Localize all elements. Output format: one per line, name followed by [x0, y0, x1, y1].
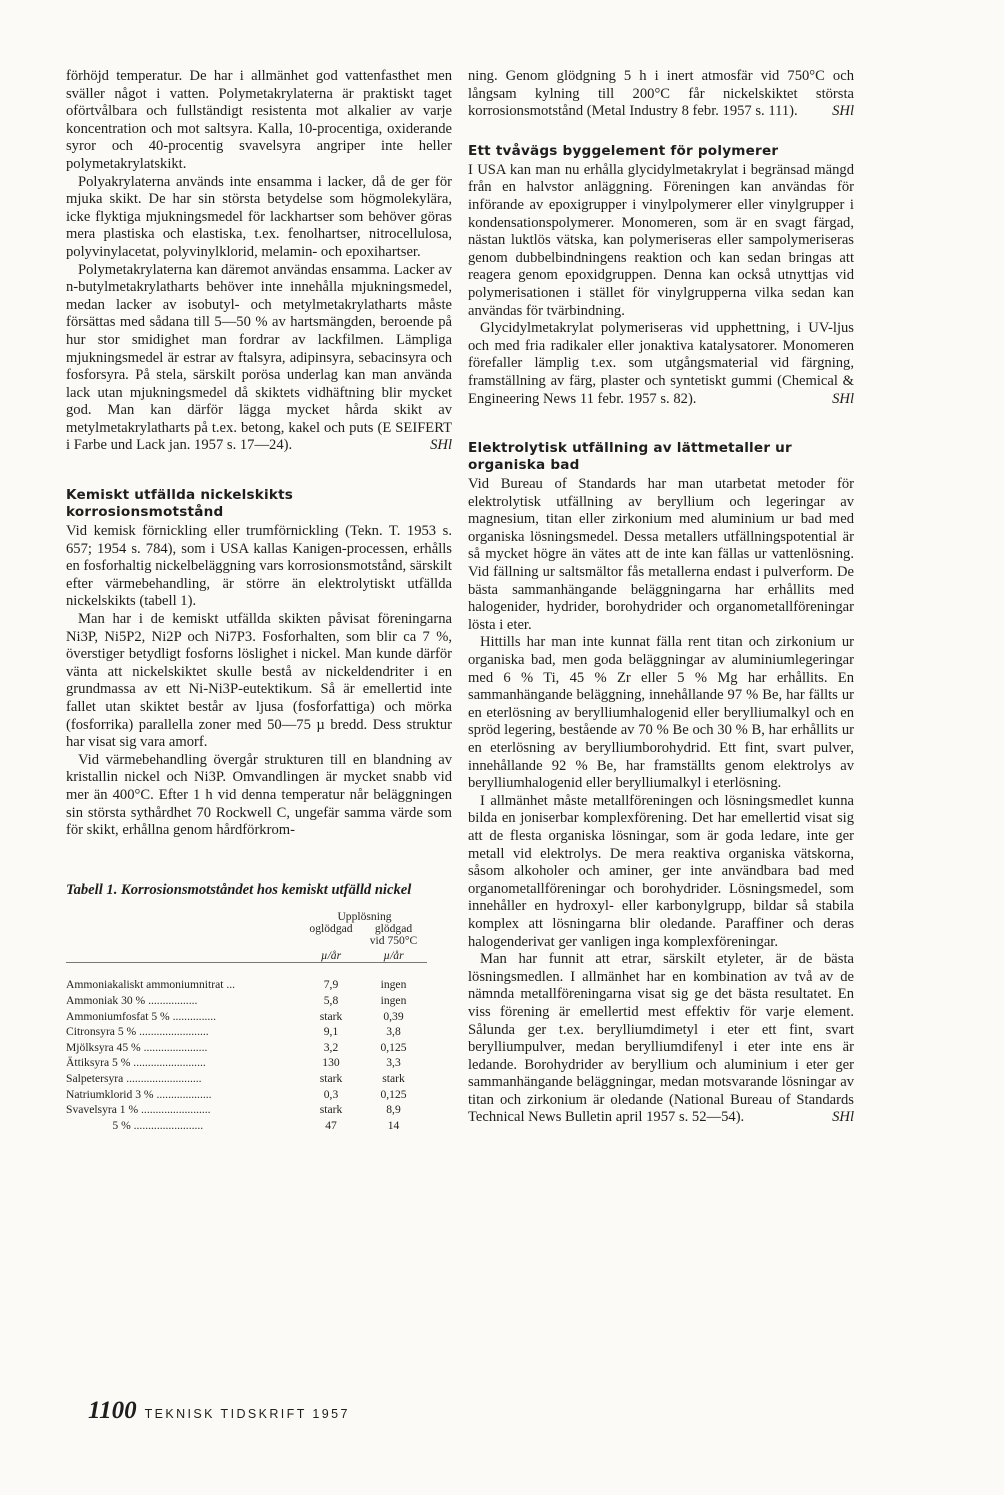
table-row	[66, 977, 427, 993]
paragraph: Vid Bureau of Standards har man utarbetat metoder för elektrolytisk utfällning av beryllium och legeringar av magnesium, titan eller zirkonium med aluminium ur bad med organiska lösningsmedel. Dessa metallers utfällningspotential är så mycket högre än vätes att de inte kan fällas ur vattenlösning. Vid fällning ur saltsmältor fås metallerna endast i pulverform. De bästa sammanhängande beläggningarna har erhållits med halogenider, hydrider, borohydrider och organometallföreningar lösta i eter.	[468, 476, 854, 633]
table-cell-name: Ammoniak 30 % .................	[66, 993, 198, 1007]
corrosion-table	[66, 911, 427, 1133]
table-col-header: oglödgad	[309, 922, 353, 936]
page-number: 1100	[88, 1397, 137, 1424]
table-row	[66, 1009, 427, 1025]
table-cell-v2: stark	[382, 1071, 405, 1085]
paragraph-text: Glycidylmetakrylat polymeriseras vid upphettning, i UV-ljus och med fria radikaler eller jonaktiva katalysatorer. Monomeren förefaller lämplig t.ex. som utgångsmaterial vid färgning, framställning av färg, plaster och syntetiskt gummi (Chemical & Engineering News 11 febr. 1957 s. 82).	[468, 320, 854, 407]
paragraph	[468, 951, 854, 1127]
table-unit: µ/år	[383, 949, 404, 963]
table-col-header: vid 750°C	[369, 934, 418, 948]
table-cell-v1: 3,2	[323, 1040, 339, 1054]
paragraph: Hittills har man inte kunnat fälla rent titan och zirkonium ur organiska bad, men goda beläggningar av aluminiumlegeringar med 6 % Ti, 45 % Zr eller 5 % Mg har erhållits. En sammanhängande beläggning, innehållande 97 % Be, har fällts ur en eterlösning av berylliumhalogenid eller berylliumalkyl och en spröd legering, bestående av 70 % Be och 30 % B, har erhållits ur en eterlösning av berylliumborohydrid. Ett fint, svart pulver, innehållande 92 % Be, har framställts genom elektrolys av berylliumhalogenid eller berylliumalkyl i eterlösning.	[468, 634, 854, 792]
table-cell-v1: stark	[319, 1071, 343, 1085]
table-cell-v1: stark	[319, 1009, 343, 1023]
left-column	[66, 68, 452, 1133]
table-cell-name: Citronsyra 5 % ........................	[66, 1025, 209, 1039]
table-cell-v2: 8,9	[386, 1103, 401, 1117]
table-cell-v2: 3,3	[386, 1056, 401, 1070]
article-heading: Ett tvåvägs byggelement för polymerer	[468, 142, 779, 159]
table-group-header: Upplösning	[337, 910, 392, 924]
paragraph: förhöjd temperatur. De har i allmänhet god vattenfasthet men sväller något i vatten. Polymetakrylaterna är praktiskt taget oförtvålbara och fullständigt resistenta mot alkalier av varje koncentration och mot saltsyra. Kalla, 10-procentiga, oxiderande syror och 40-procentig svavelsyra angriper inte heller polymetakrylatskikt.	[66, 68, 452, 172]
table-cell-name: Svavelsyra 1 % ........................	[66, 1103, 211, 1117]
author-signature: SHl	[430, 437, 452, 454]
paragraph-text: ning. Genom glödgning 5 h i inert atmosfär vid 750°C och långsam kylning till 200°C får nickelskiktet största korrosionsmotstånd (Metal Industry 8 febr. 1957 s. 111).	[468, 68, 854, 120]
paragraph: Polyakrylaterna används inte ensamma i lacker, då de ger för mjuka skikt. De har sin största betydelse som högmolekylära, icke flyktiga mjukningsmedel för lackhartser som behöver göras mera plastiska och elastiska, t.ex. fenolhartser, nitrocellulosa, polyvinylacetat, polyvinylklorid, melamin- och epoxihartser.	[66, 173, 452, 260]
table-row	[66, 1118, 427, 1134]
table-cell-name: Ättiksyra 5 % .........................	[66, 1056, 206, 1070]
table-unit: µ/år	[320, 949, 342, 963]
table-cell-v1: 9,1	[323, 1025, 339, 1039]
table-cell-v1: stark	[319, 1103, 343, 1117]
table-cell-v2: ingen	[380, 978, 407, 992]
table-row	[66, 1055, 427, 1071]
table-cell-v2: 0,125	[380, 1087, 407, 1101]
author-signature: SHl	[832, 103, 854, 120]
paragraph: Vid kemisk förnickling eller trumförnickling (Tekn. T. 1953 s. 657; 1954 s. 784), som i USA kallas Kanigen-processen, erhålls en fosforhaltig nickelbeläggning vars korrosionsmotstånd, särskilt efter värmebehandling, är större än elektrolytiskt utfällda nickelskikts (tabell 1).	[66, 523, 452, 610]
journal-name: TEKNISK TIDSKRIFT 1957	[144, 1407, 350, 1421]
paragraph-text: Polymetakrylaterna kan däremot användas ensamma. Lacker av n-butylmetakrylatharts behöver inte innehålla mjukningsmedel, medan lacker av isobutyl- och metylmetakrylatharts måste försättas med sådana till 5—50 % av hartsmängden, beroende på hur stor smidighet man fordrar av lackfilmen. Lämpliga mjukningsmedel är estrar av ftalsyra, adipinsyra, sebacinsyra och fosforsyra. På stela, särskilt porösa underlag kan man använda lack utan mjukningsmedel då skiktets vidhäftning blir mycket god. Man kan därför lägga mycket hårda skikt av metylmetakrylatharts på t.ex. betong, kakel och puts (E SEIFERT i Farbe und Lack jan. 1957 s. 17—24).	[66, 261, 452, 454]
table-cell-name: Mjölksyra 45 % ......................	[66, 1040, 208, 1054]
table-cell-v1: 5,8	[323, 993, 339, 1007]
table-cell-v1: 47	[325, 1118, 337, 1132]
paragraph	[66, 262, 452, 456]
table-row	[66, 1102, 427, 1118]
table-cell-name: Natriumklorid 3 % ...................	[66, 1087, 212, 1101]
paragraph	[468, 320, 854, 408]
table-cell-v2: 14	[387, 1118, 400, 1132]
table-cell-v1: 0,3	[323, 1087, 339, 1101]
paragraph: I USA kan man nu erhålla glycidylmetakrylat i begränsad mängd från en halvstor anläggning. Föreningen kan användas för införande av epoxigrupper i vinylpolymerer eller vinylgrupper i kondensationspolymerer. Monomeren, som är en svagt färgad, nästan luktlös vätska, kan polymeriseras eller sampolymeriseras genom dubbelbindningens reaktion och kan sedan bringas att reagera genom epoxidgruppen. Denna kan också utnyttjas vid polymerisationen i stället för vinylgrupperna vilka sedan kan användas för tvärbindning.	[468, 161, 854, 319]
right-column	[468, 68, 854, 1127]
table-cell-v2: 0,39	[383, 1009, 404, 1023]
table-cell-v1: 7,9	[323, 978, 339, 992]
article-heading: Elektrolytisk utfällning av lättmetaller ur organiska bad	[468, 440, 792, 474]
table-cell-v1: 130	[322, 1056, 340, 1070]
table-caption: Tabell 1. Korrosionsmotståndet hos kemiskt utfälld nickel	[66, 881, 412, 898]
table-row	[66, 1040, 427, 1056]
paragraph: I allmänhet måste metallföreningen och lösningsmedlet kunna bilda en joniserbar komplexförening. Det har emellertid visat sig att de flesta organiska lösningar, som är goda ledare, inte ger metall vid elektrolys. De mera reaktiva organiska vätskorna, såsom alkoholer och aminer, ger inte användbara bad med organometallföreningar och borohydrider. Lösningsmedel, som innehåller en hydroxyl- eller karbonylgrupp, bildar så stabila komplex att lösningarna blir oledande. Paraffiner och deras halogenderivat ger vanligen inga komplexföreningar.	[468, 792, 854, 950]
table-col-header: glödgad	[374, 922, 413, 936]
table-cell-v2: ingen	[380, 993, 407, 1007]
table-row	[66, 993, 427, 1009]
paragraph: Man har i de kemiskt utfällda skikten påvisat föreningarna Ni3P, Ni5P2, Ni2P och Ni7P3. Fosforhalten, som blir ca 7 %, överstiger betydligt fosforns löslighet i nickel. Man kunde därför vänta att nickelskiktet skulle bestå av nickeldendriter i en grundmassa av ett Ni-Ni3P-eutektikum. Så är emellertid inte fallet utan skiktet består av ljusa (fosforfattiga) och mörka (fosforrika) parallella zoner med 50—75 µ bredd. Dess struktur har visat sig vara amorf.	[66, 611, 452, 751]
table-cell-name: 5 % ........................	[66, 1118, 204, 1132]
table-cell-name: Salpetersyra ..........................	[66, 1071, 202, 1085]
article-heading: Kemiskt utfällda nickelskikts korrosionsmotstånd	[66, 487, 294, 521]
paragraph-text: Man har funnit att etrar, särskilt etyleter, är de bästa lösningsmedlen. I allmänhet har en kombination av två av de nämnda metallföreningarna visat sig ge det bästa resultatet. En viss förening är emellertid mest effektiv för varje element. Sålunda ger t.ex. berylliumdimetyl i eter ett fint, svart berylliumpulver, medan berylliumdifenyl i eter inte ens är ledande. Borohydrider av beryllium och aluminium i eter ger sammanhängande beläggningar, medan motsvarande lösningar av titan och zirkonium är oledande (National Bureau of Standards Technical News Bulletin april 1957 s. 52—54).	[468, 951, 854, 1126]
table-cell-v2: 0,125	[380, 1040, 407, 1054]
table-cell-name: Ammoniumfosfat 5 % ...............	[66, 1009, 217, 1023]
table-cell-name: Ammoniakaliskt ammoniumnitrat ...	[66, 978, 236, 992]
table-row	[66, 1087, 427, 1103]
page-footer	[88, 1397, 350, 1425]
table-row	[66, 1024, 427, 1040]
paragraph	[468, 68, 854, 121]
table-cell-v2: 3,8	[386, 1025, 401, 1039]
table-row	[66, 1071, 427, 1087]
author-signature: SHl	[832, 390, 854, 407]
paragraph: Vid värmebehandling övergår strukturen till en blandning av kristallin nickel och Ni3P. Omvandlingen är mycket snabb vid mer än 400°C. Efter 1 h vid denna temperatur når beläggningen sin största sythårdhet 70 Rockwell C, ungefär samma värde som för skikt, erhållna genom hårdförkrom-	[66, 751, 452, 839]
author-signature: SHl	[832, 1109, 854, 1126]
